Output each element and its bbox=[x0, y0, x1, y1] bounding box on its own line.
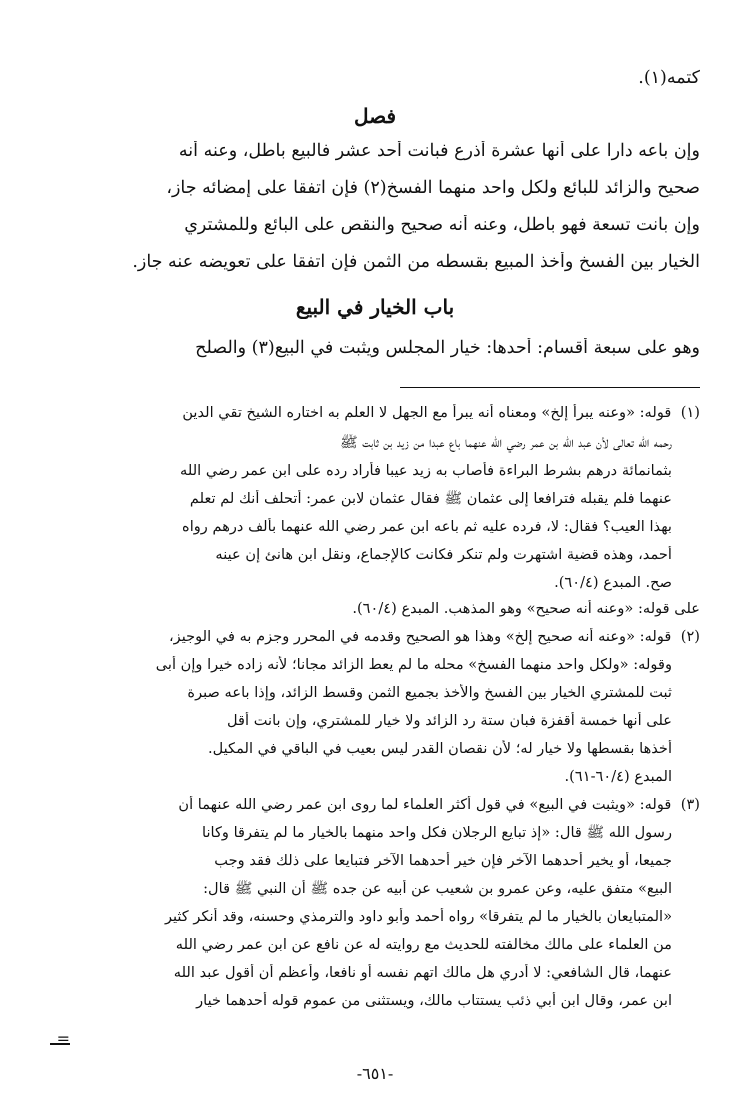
footnote-line: ثبت للمشتري الخيار بين الفسخ والأخذ بجميع الثمن وقسط الزائد، وإذا باعه صبرة bbox=[187, 684, 672, 701]
footnote-line: رحمه الله تعالى لأن عبد الله بن عمر رضي الله عنهما باع عبدا من زيد بن ثابت ﷺ bbox=[339, 434, 672, 451]
main-text-line: وإن باعه دارا على أنها عشرة أذرع فبانت أحد عشر فالبيع باطل، وعنه أنه bbox=[178, 141, 700, 161]
footnote-line: جميعا، أو يخير أحدهما الآخر فإن خير أحدهما الآخر فتبايعا على ذلك فقد وجب bbox=[214, 852, 672, 869]
footnote-number: (٣) bbox=[680, 796, 700, 813]
footnote-line: رسول الله ﷺ قال: «إذ تبايع الرجلان فكل واحد منهما بالخيار ما لم يتفرقا وكانا bbox=[202, 824, 672, 841]
footnote-line: ابن عمر، وقال ابن أبي ذئب يستتاب مالك، ويستثنى من عموم قوله أحدهما خيار bbox=[196, 992, 672, 1009]
main-text-line: وإن بانت تسعة فهو باطل، وعنه أنه صحيح والنقص على البائع وللمشتري bbox=[184, 215, 700, 235]
main-text-line: صحيح والزائد للبائع ولكل واحد منهما الفسخ(٢) فإن اتفقا على إمضائه جاز، bbox=[166, 178, 700, 198]
page-number: -٦٥١- bbox=[356, 1064, 394, 1083]
section-heading: فصل bbox=[353, 104, 397, 128]
footnote-line: بثمانمائة درهم بشرط البراءة فأصاب به زيد عيبا فأراد رده على ابن عمر رضي الله bbox=[180, 462, 672, 479]
footnote-line: (١) قوله: «وعنه يبرأ إلخ» ومعناه أنه يبرأ مع الجهل لا العلم به اختاره الشيخ تقي الدين bbox=[182, 404, 700, 421]
footnote-line: عنهما، قال الشافعي: لا أدري هل مالك اتهم نفسه أو نافعا، وأعظم أن أقول عبد الله bbox=[173, 964, 672, 981]
continuation-mark: = bbox=[50, 1035, 70, 1045]
footnote-line: (٢) قوله: «وعنه أنه صحيح إلخ» وهذا هو الصحيح وقدمه في المحرر وجزم به في الوجيز، bbox=[168, 628, 700, 645]
main-text-line: الخيار بين الفسخ وأخذ المبيع بقسطه من الثمن فإن اتفقا على تعويضه عنه جاز. bbox=[132, 252, 700, 272]
footnote-line: المبدع (٦٠/٤-٦١). bbox=[564, 768, 672, 785]
footnote-line: على قوله: «وعنه أنه صحيح» وهو المذهب. المبدع (٦٠/٤). bbox=[352, 600, 700, 617]
footnote-line: من العلماء على مالك مخالفته للحديث مع روايته له عن نافع عن ابن عمر رضي الله bbox=[175, 936, 672, 953]
document-page bbox=[50, 0, 700, 1100]
footnote-line: (٣) قوله: «ويثبت في البيع» في قول أكثر العلماء لما روى ابن عمر رضي الله عنهما أن bbox=[178, 796, 700, 813]
footnote-line: على أنها خمسة أقفزة فبان ستة رد الزائد ولا خيار للمشتري، وإن بانت أقل bbox=[226, 712, 672, 729]
footnote-line: بهذا العيب؟ فقال: لا، فرده عليه ثم باعه ابن عمر رضي الله عنهما بألف درهم رواه bbox=[182, 518, 672, 535]
chapter-heading: باب الخيار في البيع bbox=[295, 295, 455, 319]
footnote-line: أحمد، وهذه قضية اشتهرت ولم تنكر فكانت كالإجماع، ونقل ابن هانئ إن عينه bbox=[215, 546, 672, 563]
footnote-number: (٢) bbox=[680, 628, 700, 645]
footnote-line: البيع» متفق عليه، وعن عمرو بن شعيب عن أبيه عن جده ﷺ أن النبي ﷺ قال: bbox=[203, 880, 672, 897]
footnote-line: وقوله: «ولكل واحد منهما الفسخ» محله ما لم يعط الزائد مجانا؛ لأنه زاده خيرا وإن أبى bbox=[155, 656, 672, 673]
footnote-number: (١) bbox=[680, 404, 700, 421]
footnote-line: عنهما فلم يقبله فترافعا إلى عثمان ﷺ فقال عثمان لابن عمر: أتحلف أنك لم تعلم bbox=[189, 490, 672, 507]
footnote-line: «المتبايعان بالخيار ما لم يتفرقا» رواه أحمد وأبو داود والترمذي وحسنه، وقد أنكر كثير bbox=[164, 908, 672, 925]
main-text-line: وهو على سبعة أقسام: أحدها: خيار المجلس ويثبت في البيع(٣) والصلح bbox=[195, 338, 700, 358]
top-fragment: كتمه(١). bbox=[638, 68, 700, 88]
footnote-line: صح. المبدع (٦٠/٤). bbox=[554, 574, 672, 591]
footnote-line: أخذها بقسطها ولا خيار له؛ لأن نقصان القدر ليس بعيب في الباقي في المكيل. bbox=[207, 740, 672, 757]
footnote-divider bbox=[400, 387, 700, 388]
